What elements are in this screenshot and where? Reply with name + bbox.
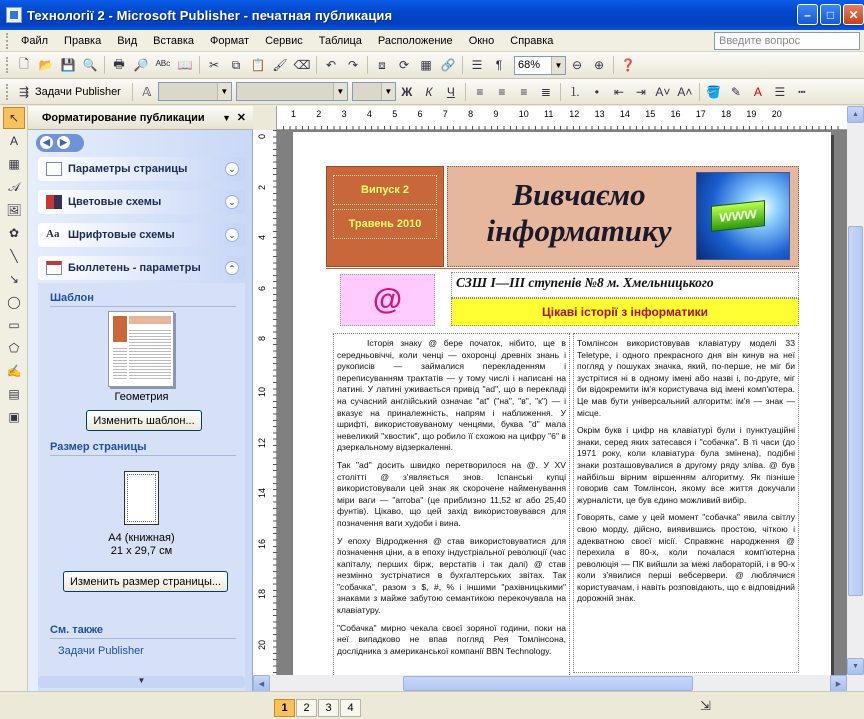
at-sign-image[interactable]: @ <box>340 274 435 326</box>
tasks-label[interactable]: Задачи Publisher <box>35 85 121 98</box>
ruler-tick-label: 14 <box>619 109 630 119</box>
section-newsletter-options[interactable] <box>38 256 245 280</box>
page-4-tab[interactable]: 4 <box>340 699 361 717</box>
redo-icon[interactable]: ↷ <box>347 58 359 72</box>
justify-icon[interactable]: ≣ <box>540 84 551 99</box>
zoom-out-icon[interactable]: ⊖ <box>571 58 583 72</box>
ruler-tick-label: 12 <box>569 109 580 119</box>
ruler-tick-label: 20 <box>771 109 782 119</box>
section-label: Цветовые схемы <box>68 196 162 208</box>
columns-icon[interactable]: ☰ <box>471 58 483 72</box>
ruler-tick-label: 16 <box>257 538 267 549</box>
www-label: www <box>711 200 765 232</box>
insert-table-icon[interactable]: ▦ <box>420 58 432 72</box>
picture-icon[interactable]: 🖼 <box>6 203 22 217</box>
menu-help[interactable]: Справка <box>510 34 554 47</box>
bold-icon[interactable]: Ж <box>401 84 413 99</box>
line-tool-icon[interactable]: ╲ <box>10 249 18 263</box>
issue-number[interactable]: Випуск 2 <box>333 175 437 205</box>
hot-spot-icon[interactable]: ✍ <box>6 364 22 378</box>
ruler-tick-label: 15 <box>645 109 656 119</box>
ruler-tick-label: 19 <box>746 109 757 119</box>
menu-format[interactable]: Формат <box>210 34 250 47</box>
col2-paragraph: Томлінсон використовував клавіатуру моделі 33 Teletype, і одного прекрасного дня він кинув на неї погляд у пошуках значка, який, по-перше, не міг би зустрітися ні в одному імені або назві і, по-друге, міг би відокремити ім'я користувача від імені комп'ютера. Це мав бути універсальний алгоритм: ім'я — знак — місце. <box>577 338 795 418</box>
zoom-in-icon[interactable]: ⊕ <box>593 58 605 72</box>
clip-art-icon[interactable]: ✿ <box>8 226 20 240</box>
newsletter-title[interactable] <box>464 177 694 249</box>
numbering-icon[interactable]: ⒈ <box>568 85 581 99</box>
ruler-tick-label: 18 <box>721 109 732 119</box>
spellcheck-icon[interactable]: ᴬᴮᶜ <box>155 58 171 72</box>
maximize-button[interactable]: □ <box>820 4 841 25</box>
item-library-icon[interactable]: ▣ <box>8 410 20 424</box>
font-select[interactable]: ▼ <box>236 82 348 101</box>
rotate-icon[interactable]: ⟳ <box>398 58 410 72</box>
vertical-ruler[interactable] <box>253 130 277 675</box>
page-size-dims: 21 x 29,7 см <box>110 545 173 557</box>
article-column-1[interactable] <box>333 333 570 675</box>
ruler-tick-label: 7 <box>442 109 448 119</box>
object-position-icon: ⇲ <box>700 698 711 713</box>
print-preview-icon[interactable]: 🔎 <box>133 58 149 72</box>
chevron-up-icon: ⌃ <box>225 261 239 275</box>
help-icon[interactable]: ❓ <box>620 58 636 72</box>
select-pointer-icon[interactable]: ↖ <box>3 107 25 129</box>
section-label: Бюллетень - параметры <box>68 262 201 274</box>
scroll-right-icon[interactable]: ▶ <box>830 675 847 692</box>
school-name[interactable]: СЗШ І—ІІІ ступенів №8 м. Хмельницького <box>451 272 799 298</box>
col1-paragraph: У епоху Відродження @ став використовуватися для позначення ціни, а в епоху індустріальної революції (час капіталу, перших бірж, верстатів і так далі) @ став незмінно зустрічатися в бухгалтерських звітах. Так "собачка", разом з $, #, % і іншими "рахівницькими" знаками з майже забутою семантикою перекочувала на клавіатуру. <box>337 535 566 616</box>
ruler-tick-label: 10 <box>257 387 267 398</box>
objects-toolbar <box>0 106 28 719</box>
horizontal-scrollbar[interactable] <box>253 675 864 692</box>
pilcrow-icon[interactable]: ¶ <box>495 58 503 72</box>
col2-paragraph: Говорять, саме у цей момент "собачка" явила світлу свою морду, дійсно, виявившись простою, чіткою і адекватною своєї місії. Справжнє народження @ перехила в 80-х, коли почалася комп'ютерна революція — ПК вийшли за межі лабораторій, і в 90-х коли з'явилися перші вебсервери. @ люблячися користувачам, і навіть розповідають, що є відповідний дорожній знак. <box>577 512 795 604</box>
page-size-thumbnail[interactable] <box>124 471 159 525</box>
issue-date[interactable]: Травень 2010 <box>333 209 437 239</box>
headline[interactable]: Цікаві історії з інформатики <box>451 298 799 326</box>
horizontal-ruler[interactable] <box>253 106 847 130</box>
font-smaller-icon[interactable]: A˅ <box>655 84 671 99</box>
minimize-button[interactable]: – <box>797 4 818 25</box>
see-also-heading: См. также <box>50 624 103 636</box>
task-pane-header <box>28 106 253 130</box>
page-1-tab[interactable]: 1 <box>274 699 295 717</box>
save-icon[interactable]: 💾 <box>60 58 76 72</box>
ruler-tick-label: 2 <box>316 109 322 119</box>
task-pane-nav <box>36 134 84 152</box>
ruler-tick-label: 16 <box>670 109 681 119</box>
align-center-icon[interactable]: ≡ <box>498 84 506 99</box>
standard-toolbar <box>0 52 864 79</box>
ruler-tick-label: 12 <box>257 437 267 448</box>
article-column-2[interactable] <box>573 333 799 673</box>
formatting-toolbar <box>0 79 864 105</box>
ruler-tick-label: 11 <box>544 109 554 119</box>
back-icon[interactable]: ◀ <box>40 136 53 149</box>
ruler-tick-label: 17 <box>695 109 706 119</box>
task-pane <box>28 106 253 691</box>
section-page-options[interactable] <box>38 157 245 181</box>
ruler-tick-label: 3 <box>341 109 347 119</box>
line-color-icon[interactable]: ✎ <box>730 84 741 99</box>
title-line-2: інформатику <box>486 213 672 248</box>
horizontal-scroll-thumb[interactable] <box>403 676 693 691</box>
ruler-tick-label: 8 <box>468 109 474 119</box>
decrease-indent-icon[interactable]: ⇤ <box>613 84 624 99</box>
menu-insert[interactable]: Вставка <box>153 34 195 47</box>
undo-icon[interactable]: ↶ <box>325 58 337 72</box>
col1-paragraph: Так "ad" досить швидко перетворилося на @. У XV столітті @ з'являється знов. Іспанські купці використовували цей знак як скорочене найменування міри ваги — "arroba" (це приблизно 11,52 кг або 25,40 фунтів). Цікаво, що цей захід використовувався для позначення ваги худоби і вина. <box>337 459 566 528</box>
increase-indent-icon[interactable]: ⇥ <box>635 84 646 99</box>
align-right-icon[interactable]: ≡ <box>520 84 528 99</box>
wordart-icon[interactable]: 𝒜 <box>8 179 20 194</box>
page-options-icon <box>46 162 62 176</box>
font-size-select[interactable]: ▼ <box>352 82 396 101</box>
section-color-schemes[interactable] <box>38 190 245 214</box>
menu-table[interactable]: Таблица <box>318 34 362 47</box>
chevron-down-icon: ⌄ <box>225 162 239 176</box>
ruler-tick-label: 9 <box>493 109 499 119</box>
cut-icon[interactable]: ✂ <box>208 58 220 72</box>
search-icon[interactable]: 🔍 <box>82 58 98 72</box>
ruler-tick-label: 13 <box>594 109 605 119</box>
col1-paragraph: "Собачка" мирно чекала своєї зоряної години, поки на неї випадково не впав погляд Рея Томлінсона, дослідника з американської компанії BBN Technology. <box>337 622 566 656</box>
ruler-tick-label: 8 <box>257 336 267 342</box>
forward-icon[interactable]: ▶ <box>57 136 70 149</box>
document-canvas[interactable] <box>277 130 847 675</box>
chevron-down-icon: ⌄ <box>225 228 239 242</box>
oval-tool-icon[interactable]: ◯ <box>7 295 21 309</box>
font-color-icon[interactable]: A <box>753 84 762 99</box>
ruler-tick-label: 4 <box>366 109 372 119</box>
task-pane-dropdown-icon[interactable]: ▼ <box>222 112 231 123</box>
table-tool-icon[interactable]: ▦ <box>8 157 20 171</box>
ruler-tick-label: 5 <box>392 109 398 119</box>
dash-style-icon[interactable]: ┅ <box>798 84 806 99</box>
ruler-tick-label: 10 <box>518 109 529 119</box>
ruler-corner[interactable] <box>253 106 277 130</box>
template-name: Геометрия <box>114 391 169 403</box>
fill-color-icon[interactable]: 🪣 <box>706 84 722 99</box>
toolbar-grip-2[interactable] <box>6 84 9 100</box>
section-label: Шрифтовые схемы <box>68 229 175 241</box>
change-page-size-button[interactable]: Изменить размер страницы... <box>63 571 228 592</box>
menu-tools[interactable]: Сервис <box>265 34 303 47</box>
newsletter-options-icon <box>46 261 62 275</box>
template-thumbnail[interactable] <box>108 311 174 387</box>
line-style-icon[interactable]: ☰ <box>774 84 786 99</box>
title-bar <box>0 0 864 30</box>
status-bar <box>0 691 864 719</box>
italic-icon[interactable]: К <box>425 84 433 99</box>
ruler-tick-label: 6 <box>257 285 267 291</box>
help-search-input[interactable]: Введите вопрос <box>714 32 860 50</box>
menu-arrange[interactable]: Расположение <box>377 34 453 47</box>
zoom-value: 68% <box>518 59 541 71</box>
scroll-down-icon[interactable]: ▼ <box>847 658 864 675</box>
page-size-name: А4 (книжная) <box>108 532 175 544</box>
title-line-1: Вивчаємо <box>512 177 646 212</box>
menu-grip[interactable] <box>6 33 9 49</box>
align-left-icon[interactable]: ≡ <box>476 84 484 99</box>
see-also-tasks-link[interactable]: Задачи Publisher <box>58 645 144 657</box>
scroll-left-icon[interactable]: ◀ <box>253 675 270 692</box>
clear-icon[interactable]: ⌫ <box>293 58 311 72</box>
ruler-tick-label: 18 <box>257 589 267 600</box>
change-template-button[interactable]: Изменить шаблон... <box>86 410 202 431</box>
autoshapes-icon[interactable]: ⬠ <box>8 341 20 355</box>
font-larger-icon[interactable]: A˄ <box>677 84 693 99</box>
close-button[interactable]: ✕ <box>843 4 864 25</box>
window-title: Технології 2 - Microsoft Publisher - печатная публикация <box>27 7 393 23</box>
publisher-app-icon[interactable] <box>6 7 22 23</box>
vertical-scroll-thumb[interactable] <box>848 226 863 596</box>
ruler-tick-label: 4 <box>257 235 267 241</box>
bullets-icon[interactable]: • <box>594 84 599 99</box>
style-select[interactable]: ▼ <box>158 82 232 101</box>
open-icon[interactable]: 📂 <box>38 58 54 72</box>
masthead-issue-box[interactable] <box>326 166 444 267</box>
scroll-up-icon[interactable]: ▲ <box>847 106 864 123</box>
vertical-scrollbar[interactable] <box>847 106 864 675</box>
color-schemes-icon <box>46 195 62 209</box>
styles-icon[interactable]: 𝔸 <box>142 84 152 99</box>
ruler-tick-label: 0 <box>257 134 267 140</box>
task-pane-scroll-down-icon[interactable]: ▼ <box>38 676 245 688</box>
ruler-tick-label: 20 <box>257 640 267 651</box>
format-painter-icon[interactable]: 🖌 <box>272 58 288 72</box>
paste-icon[interactable]: 📋 <box>250 58 266 72</box>
task-pane-title: Форматирование публикации <box>42 111 205 124</box>
design-gallery-icon[interactable]: ▤ <box>8 387 20 401</box>
section-label: Параметры страницы <box>68 163 188 175</box>
menu-view[interactable]: Вид <box>117 34 138 47</box>
arrow-tool-icon[interactable]: ↘ <box>8 272 20 286</box>
rectangle-tool-icon[interactable]: ▭ <box>8 318 20 332</box>
insert-hyperlink-icon[interactable]: 🔗 <box>440 58 456 72</box>
www-globe-image[interactable] <box>696 172 790 260</box>
masthead-title-box[interactable] <box>447 166 799 267</box>
template-heading: Шаблон <box>50 292 94 304</box>
zoom-select[interactable]: 68% ▼ <box>514 56 566 75</box>
bring-forward-icon[interactable]: ⧈ <box>378 57 386 72</box>
font-schemes-icon: Aa <box>46 228 60 240</box>
print-icon[interactable]: 🖶 <box>113 56 125 71</box>
ruler-tick-label: 1 <box>291 109 297 119</box>
text-box-icon[interactable]: A <box>9 134 18 148</box>
toolbar-grip[interactable] <box>6 57 9 73</box>
underline-icon[interactable]: Ч <box>446 84 455 99</box>
chevron-down-icon: ⌄ <box>225 195 239 209</box>
tasks-icon[interactable]: ⇶ <box>18 84 30 99</box>
ruler-tick-label: 2 <box>257 184 267 190</box>
research-icon[interactable]: 📖 <box>177 58 193 72</box>
ruler-tick-label: 6 <box>417 109 423 119</box>
menu-window[interactable]: Окно <box>468 34 495 47</box>
menu-edit[interactable]: Правка <box>64 34 102 47</box>
section-font-schemes[interactable] <box>38 223 245 247</box>
page-size-heading: Размер страницы <box>50 441 147 453</box>
page-3-tab[interactable]: 3 <box>318 699 339 717</box>
col1-paragraph: Історія знаку @ бере початок, нібито, ще в середньовіччі, коли ченці — охоронці древніх знань і рукописів — займалися перекладенням і переписуванням трактатів — у тому числі і написані на латині. У латині уживається привід "ad", що в перекладі на сучасний англійський означає "at" ("на", "в", "к") — і вказує на приналежність, напрям і наближення. У шрифті, використовуваному ченцями, буква "d" мала невеликий "хвостик", що робило її схожою на цифру "6" в дзеркальному відзеркаленні. <box>337 338 566 453</box>
menu-file[interactable]: Файл <box>21 34 49 47</box>
ruler-tick-label: 14 <box>257 488 267 499</box>
newsletter-page[interactable] <box>293 132 831 675</box>
col2-paragraph: Окрім букв і цифр на клавіатурі були і пунктуаційні знаки, серед яких затесався і "собачка". В ті часи (до 1971 року, коли клавіатура була змінена), подібні знаки розташовувалися в другому ряду зліва. @ був найбільш вірним віршенням алгоритму. Як пізніше говорив сам Томлінсон, якому все життя докучали журналісти, це був єдино можливий вибір. <box>577 425 795 505</box>
new-icon[interactable]: 🗋 <box>19 56 29 71</box>
task-pane-close-icon[interactable]: ✕ <box>236 112 246 124</box>
copy-icon[interactable]: ⧉ <box>231 57 241 72</box>
page-2-tab[interactable]: 2 <box>296 699 317 717</box>
